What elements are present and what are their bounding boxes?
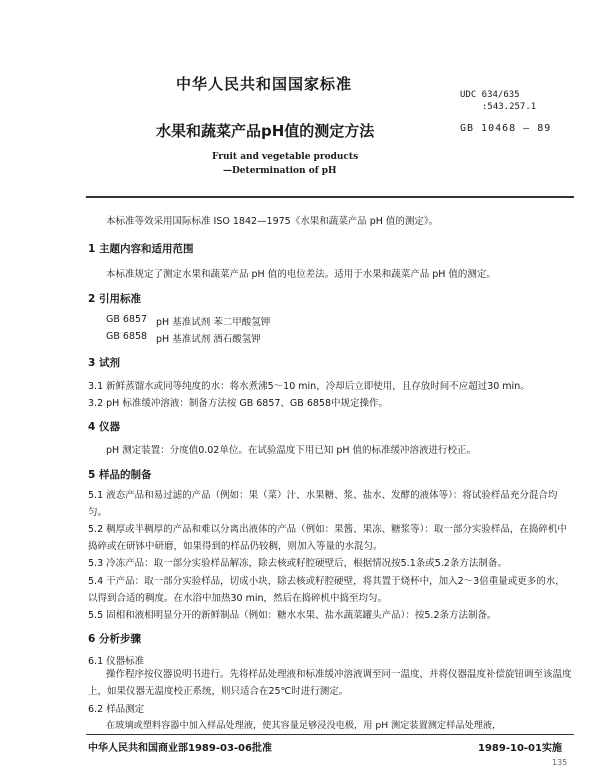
item-5-4: 5.4 干产品：取一部分实验样品，切成小块，除去核或籽腔硬壁，将其置于烧杯中，加入2～3倍重量或更多的水，以得到合适的稠度。在水浴中加热30 min，然后在捣碎机中捣至均匀。 (88, 576, 565, 604)
intro-text: 本标准等效采用国际标准 ISO 1842—1975《水果和蔬菜产品 pH 值的测定》。 (106, 216, 439, 227)
subsection-6-2-text: 在玻璃或塑料容器中加入样品处理液，使其容量足够浸没电极，用 pH 测定装置测定样品处理液， (106, 720, 502, 731)
item-3-1: 3.1 新鲜蒸馏水或同等纯度的水：将水煮沸5～10 min，冷却后立即使用，且存放时间不应超过30 min。 (88, 381, 530, 392)
gb-number: GB 10468 — 89 (460, 123, 552, 134)
footer-divider (86, 734, 574, 735)
subsection-6-2-heading: 6.2 样品测定 (88, 704, 145, 715)
english-title-line2: —Determination of pH (223, 166, 337, 176)
item-5-1: 5.1 液态产品和易过滤的产品（例如：果（菜）汁、水果糖、浆、盐水、发酵的液体等）：将试验样品充分混合均匀。 (88, 490, 558, 518)
section-1-text: 本标准规定了测定水果和蔬菜产品 pH 值的电位差法。适用于水果和蔬菜产品 pH 值的测定。 (106, 269, 496, 280)
item-5-5: 5.5 固相和液相明显分开的新鲜制品（例如：糖水水果、盐水蔬菜罐头产品）：按5.2条方法制备。 (88, 610, 497, 621)
header-divider (86, 196, 574, 198)
ref-desc-1: pH 基准试剂 苯二甲酸氢钾 (156, 317, 271, 328)
section-6-heading: 6 分析步骤 (88, 633, 141, 645)
udc-code-line1: UDC 634/635 (460, 90, 520, 100)
standard-title: 水果和蔬菜产品pH值的测定方法 (156, 122, 375, 140)
item-3-2: 3.2 pH 标准缓冲溶液：制备方法按 GB 6857、GB 6858中规定操作。 (88, 398, 388, 409)
section-1-heading: 1 主题内容和适用范围 (88, 243, 194, 255)
ref-code-1: GB 6857 (106, 314, 148, 325)
item-5-3: 5.3 冷冻产品：取一部分实验样品解冻，除去核或籽腔硬壁后，根据情况按5.1条或5.2条方法制备。 (88, 558, 507, 569)
english-title-line1: Fruit and vegetable products (212, 152, 359, 162)
ref-desc-2: pH 基准试剂 酒石酸氢钾 (156, 334, 261, 345)
udc-code-line2: :543.257.1 (482, 102, 537, 112)
section-2-heading: 2 引用标准 (88, 293, 141, 305)
page-number: 135 (552, 758, 568, 767)
effective-date: 1989-10-01实施 (478, 743, 562, 754)
approval-line: 中华人民共和国商业部1989-03-06批准 (88, 743, 272, 754)
subsection-6-1-text: 操作程序按仪器说明书进行。先将样品处理液和标准缓冲溶液调至同一温度，并将仪器温度补偿旋钮调至该温度上，如果仪器无温度校正系统，则只适合在25℃时进行测定。 (88, 669, 572, 697)
section-4-text: pH 测定装置：分度值0.02单位。在试验温度下用已知 pH 值的标准缓冲溶液进行校正。 (106, 445, 477, 456)
section-5-heading: 5 样品的制备 (88, 469, 152, 481)
ref-code-2: GB 6858 (106, 331, 148, 342)
item-5-2: 5.2 稠厚或半稠厚的产品和难以分离出液体的产品（例如：果酱、果冻、糖浆等）：取一部分实验样品，在捣碎机中捣碎或在研钵中研磨，如果得到的样品仍较稠，则加入等量的水混匀。 (88, 524, 567, 552)
section-3-heading: 3 试剂 (88, 357, 120, 369)
subsection-6-1-heading: 6.1 仪器标准 (88, 656, 145, 667)
section-4-heading: 4 仪器 (88, 421, 120, 433)
org-title: 中华人民共和国国家标准 (176, 75, 353, 93)
